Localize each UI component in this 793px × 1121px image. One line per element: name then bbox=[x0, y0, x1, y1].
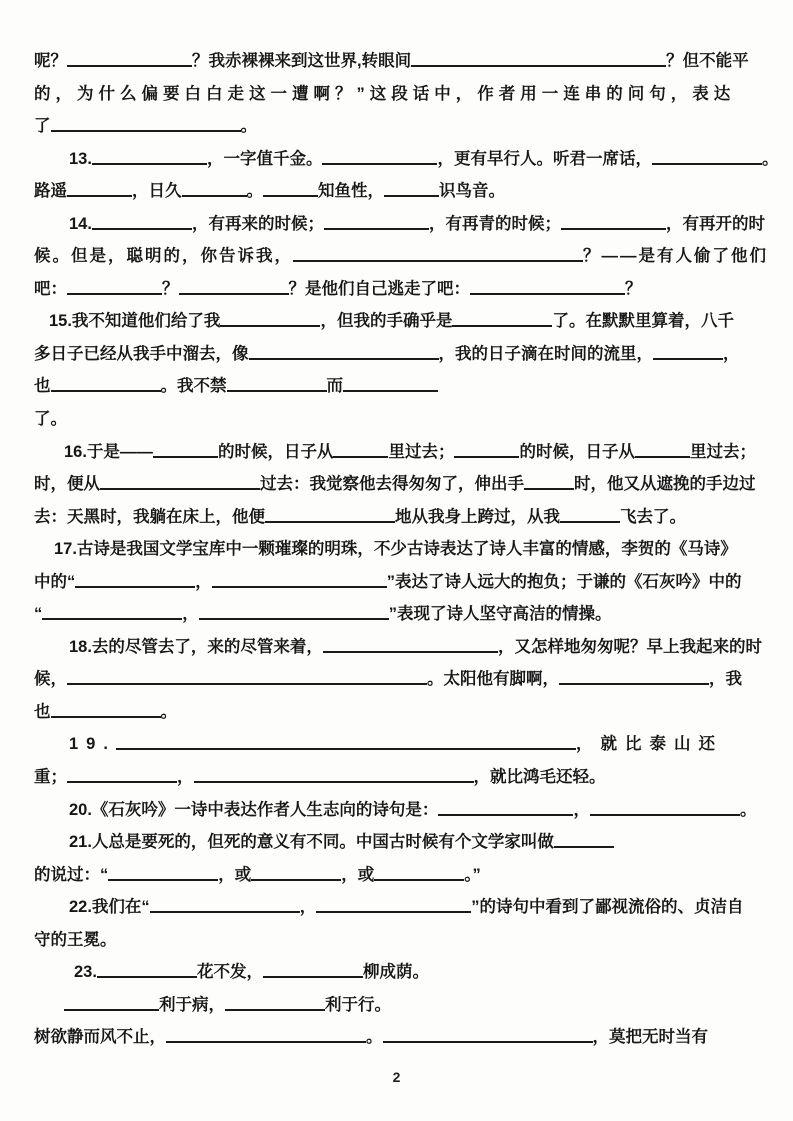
text-segment: 也 bbox=[34, 702, 51, 721]
fill-in-blank bbox=[374, 879, 464, 881]
text-segment: ，我 bbox=[709, 670, 742, 689]
text-segment: ，或 bbox=[218, 865, 252, 884]
text-line bbox=[34, 989, 765, 1022]
text-segment: 20.《石灰吟》一诗中表达作者人生志向的诗句是： bbox=[69, 800, 439, 819]
text-segment: 飞去了。 bbox=[620, 507, 686, 526]
fill-in-blank bbox=[324, 228, 429, 230]
text-segment: ，又怎样地匆匆呢？早上我起来的时 bbox=[497, 637, 762, 656]
fill-in-blank bbox=[150, 911, 300, 913]
text-segment: 。 bbox=[739, 800, 757, 819]
text-segment: 利于病， bbox=[159, 995, 225, 1014]
text-segment: ？我赤裸裸来到这世界,转眼间 bbox=[192, 52, 412, 70]
text-segment: ，就比鸿毛还轻。 bbox=[473, 768, 606, 787]
fill-in-blank bbox=[92, 228, 192, 230]
text-segment: 也 bbox=[34, 377, 51, 396]
text-line bbox=[34, 794, 765, 827]
text-line bbox=[34, 956, 765, 989]
text-segment: 的时候，日子从 bbox=[519, 442, 635, 461]
text-segment: 的，为什么偏要白白走这一遭啊？”这段话中，作者用一连串的问句，表达 bbox=[34, 84, 736, 103]
fill-in-blank bbox=[384, 195, 439, 197]
fill-in-blank bbox=[51, 130, 241, 132]
fill-in-blank bbox=[322, 163, 437, 165]
text-segment: 候。但是，聪明的，你告诉我， bbox=[34, 247, 293, 266]
fill-in-blank bbox=[559, 683, 709, 685]
fill-in-blank bbox=[454, 456, 519, 458]
fill-in-blank bbox=[293, 260, 583, 262]
text-segment: 里过去； bbox=[388, 442, 455, 461]
text-segment: 识鸟音。 bbox=[439, 182, 505, 201]
fill-in-blank bbox=[452, 325, 552, 327]
text-line bbox=[34, 45, 765, 78]
text-line bbox=[34, 924, 765, 957]
text-segment: ，一字值千金。 bbox=[206, 149, 323, 168]
fill-in-blank bbox=[333, 456, 388, 458]
fill-in-blank bbox=[51, 716, 161, 718]
text-segment: ，更有早行人。听君一席话， bbox=[437, 149, 652, 168]
text-segment: 柳成荫。 bbox=[362, 963, 429, 982]
text-segment: ？但不能平 bbox=[666, 52, 749, 70]
text-segment: 21.人总是要死的，但死的意义有不同。中国古时候有个文学家叫做 bbox=[69, 833, 554, 852]
fill-in-blank bbox=[42, 618, 182, 620]
text-segment: 。 bbox=[761, 149, 779, 168]
fill-in-blank bbox=[635, 456, 690, 458]
text-line bbox=[34, 631, 765, 664]
text-segment: 的说过：“ bbox=[34, 865, 109, 884]
text-segment: ， bbox=[573, 800, 590, 819]
text-segment: 15.我不知道他们给了我 bbox=[49, 312, 221, 331]
fill-in-blank bbox=[227, 390, 327, 392]
fill-in-blank bbox=[561, 228, 666, 230]
fill-in-blank bbox=[343, 390, 438, 392]
text-segment: ”表现了诗人坚守高洁的情操。 bbox=[388, 605, 612, 624]
fill-in-blank bbox=[100, 488, 260, 490]
text-segment: 的时候，日子从 bbox=[217, 442, 334, 461]
text-segment: 17.古诗是我国文学宝库中一颗璀璨的明珠，不少古诗表达了诗人丰富的情感，李贺的《马诗》 bbox=[54, 540, 737, 559]
text-line bbox=[34, 1021, 765, 1054]
text-line bbox=[34, 859, 765, 892]
text-line bbox=[34, 566, 765, 599]
fill-in-blank bbox=[67, 293, 162, 295]
text-segment: “ bbox=[34, 605, 43, 624]
text-line bbox=[34, 761, 765, 794]
text-line bbox=[34, 436, 765, 469]
fill-in-blank bbox=[153, 456, 218, 458]
fill-in-blank bbox=[75, 586, 195, 588]
text-line bbox=[34, 175, 765, 208]
fill-in-blank bbox=[67, 781, 177, 783]
text-segment: ，就比泰山还 bbox=[575, 735, 723, 754]
text-segment: 23. bbox=[74, 963, 97, 982]
fill-in-blank bbox=[554, 846, 614, 848]
fill-in-blank bbox=[220, 325, 320, 327]
fill-in-blank bbox=[182, 195, 247, 197]
text-segment: 了。 bbox=[34, 410, 67, 429]
text-segment: 22.我们在“ bbox=[69, 898, 150, 917]
text-segment: 过去：我觉察他去得匆匆了，伸出手 bbox=[260, 475, 524, 494]
text-segment: ，我的日子滴在时间的流里， bbox=[438, 344, 653, 363]
text-line bbox=[34, 370, 765, 403]
text-segment: ？——是有人偷了他们 bbox=[583, 247, 768, 266]
fill-in-blank bbox=[97, 976, 197, 978]
text-segment: 19. bbox=[69, 735, 116, 754]
text-segment: 。 bbox=[240, 117, 257, 136]
text-segment: 候， bbox=[34, 670, 67, 689]
text-segment: ，但我的手确乎是 bbox=[320, 312, 453, 331]
text-segment: 14. bbox=[69, 214, 92, 233]
text-segment: 路遥 bbox=[34, 182, 67, 201]
text-segment: 树欲静而风不止， bbox=[34, 1028, 166, 1047]
text-segment: ， bbox=[723, 344, 740, 363]
text-segment: 花不发， bbox=[196, 963, 263, 982]
text-segment: 。我不禁 bbox=[160, 377, 227, 396]
text-segment: 。 bbox=[366, 1028, 383, 1047]
text-line bbox=[34, 143, 779, 176]
text-line bbox=[34, 891, 765, 924]
text-line bbox=[34, 338, 765, 371]
fill-in-blank bbox=[166, 1041, 366, 1043]
text-line bbox=[34, 696, 765, 729]
fill-in-blank bbox=[263, 976, 363, 978]
fill-in-blank bbox=[64, 1009, 159, 1011]
text-segment: ？ bbox=[162, 279, 179, 298]
text-segment: 利于行。 bbox=[325, 995, 391, 1014]
fill-in-blank bbox=[383, 1041, 593, 1043]
text-segment: 16.于是—— bbox=[64, 442, 153, 461]
text-line bbox=[34, 501, 765, 534]
text-line bbox=[34, 240, 768, 273]
text-segment: ？是他们自己逃走了吧： bbox=[288, 279, 470, 298]
fill-in-blank bbox=[67, 195, 132, 197]
text-segment: 吧： bbox=[34, 279, 67, 298]
text-segment: ，日久 bbox=[132, 182, 182, 201]
fill-in-blank bbox=[67, 683, 427, 685]
text-line bbox=[34, 533, 765, 566]
text-segment: 重； bbox=[34, 768, 67, 787]
fill-in-blank bbox=[323, 651, 498, 653]
fill-in-blank bbox=[67, 65, 192, 67]
fill-in-blank bbox=[263, 195, 318, 197]
text-segment: 中的“ bbox=[34, 572, 76, 591]
fill-in-blank bbox=[560, 521, 620, 523]
text-segment: 。 bbox=[246, 182, 263, 201]
text-segment: 。 bbox=[160, 702, 177, 721]
text-segment: ， bbox=[195, 572, 212, 591]
text-segment: 呢？ bbox=[34, 52, 67, 70]
text-segment: ， bbox=[299, 898, 317, 917]
text-segment: ，有再青的时候； bbox=[428, 214, 561, 233]
text-line bbox=[34, 305, 765, 338]
fill-in-blank bbox=[316, 911, 471, 913]
fill-in-blank bbox=[199, 618, 389, 620]
fill-in-blank bbox=[92, 163, 207, 165]
fill-in-blank bbox=[179, 293, 289, 295]
text-line bbox=[34, 663, 765, 696]
fill-in-blank bbox=[438, 814, 573, 816]
text-segment: 。太阳他有脚啊， bbox=[427, 670, 559, 689]
fill-in-blank bbox=[212, 586, 387, 588]
fill-in-blank bbox=[194, 781, 474, 783]
fill-in-blank bbox=[116, 748, 576, 750]
text-segment: 去：天黑时，我躺在床上，他便 bbox=[34, 507, 265, 526]
text-segment: 地从我身上跨过，从我 bbox=[395, 507, 560, 526]
text-segment: 了 bbox=[34, 117, 51, 136]
text-segment: 时，他又从遮挽的手边过 bbox=[574, 475, 756, 494]
fill-in-blank bbox=[51, 390, 161, 392]
text-segment: ”表达了诗人远大的抱负；于谦的《石灰吟》中的 bbox=[386, 572, 742, 591]
text-line bbox=[34, 78, 765, 111]
text-segment: ，有再开的时 bbox=[665, 214, 765, 233]
text-segment: 守的王冕。 bbox=[34, 930, 117, 949]
text-segment: ”的诗句中看到了鄙视流俗的、贞洁自 bbox=[471, 898, 744, 917]
fill-in-blank bbox=[524, 488, 574, 490]
text-line bbox=[34, 598, 765, 631]
text-segment: ，有再来的时候； bbox=[191, 214, 324, 233]
text-segment: 知鱼性， bbox=[318, 182, 384, 201]
text-line bbox=[34, 208, 765, 241]
text-segment: 里过去； bbox=[689, 442, 756, 461]
fill-in-blank bbox=[652, 163, 762, 165]
text-segment: 时，便从 bbox=[34, 475, 100, 494]
text-segment: 而 bbox=[326, 377, 343, 396]
text-segment: 18.去的尽管去了，来的尽管来着， bbox=[69, 637, 323, 656]
text-segment: ，或 bbox=[341, 865, 375, 884]
page-number: 2 bbox=[392, 1069, 401, 1085]
text-segment: 了。在默默里算着，八千 bbox=[552, 312, 734, 331]
text-segment: 13. bbox=[69, 149, 92, 168]
text-segment: ， bbox=[182, 605, 199, 624]
text-segment: ？ bbox=[625, 279, 642, 298]
text-segment: 。” bbox=[464, 865, 481, 884]
text-line bbox=[34, 468, 765, 501]
fill-in-blank bbox=[108, 879, 218, 881]
text-line bbox=[34, 110, 765, 143]
fill-in-blank bbox=[225, 1009, 325, 1011]
fill-in-blank bbox=[470, 293, 625, 295]
fill-in-blank bbox=[251, 879, 341, 881]
text-segment: 多日子已经从我手中溜去，像 bbox=[34, 344, 249, 363]
text-segment: ，莫把无时当有 bbox=[592, 1028, 708, 1047]
text-segment: ， bbox=[177, 768, 194, 787]
text-line bbox=[34, 826, 765, 859]
text-line bbox=[34, 403, 765, 436]
fill-in-blank bbox=[590, 814, 740, 816]
text-line bbox=[34, 728, 765, 761]
fill-in-blank bbox=[653, 358, 723, 360]
text-line bbox=[34, 273, 765, 306]
fill-in-blank bbox=[411, 65, 666, 67]
fill-in-blank bbox=[265, 521, 395, 523]
fill-in-blank bbox=[249, 358, 439, 360]
